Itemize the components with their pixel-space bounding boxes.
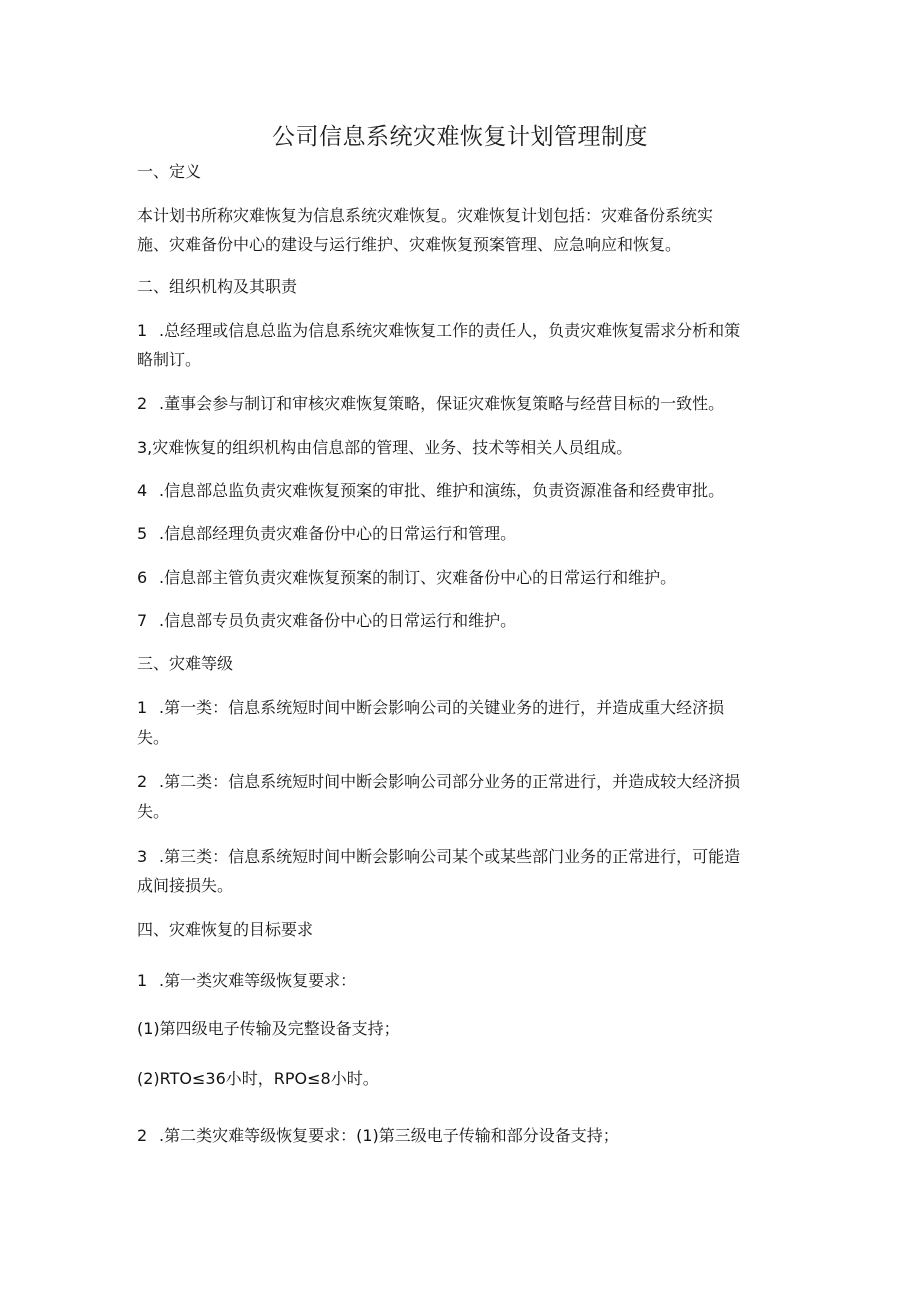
list-item-text: .第二类：信息系统短时间中断会影响公司部分业务的正常进行，并造成较大经济损 [159,772,741,791]
list-item [137,966,787,996]
list-item-text: .信息部主管负责灾难恢复预案的制订、灾难备份中心的日常运行和维护。 [159,568,677,587]
section-heading-disaster-levels: 三、灾难等级 [137,654,234,673]
sub-item: (2)RTO≤36小时，RPO≤8小时。 [137,1069,379,1088]
list-item: 3,灾难恢复的组织机构由信息部的管理、业务、技术等相关人员组成。 [137,438,633,457]
list-item-text: .信息部经理负责灾难备份中心的日常运行和管理。 [159,524,517,543]
list-item-number: 7 [137,611,148,630]
list-item-continuation: 失。 [137,728,170,747]
list-item [137,476,787,506]
list-item-number: 2 [137,394,148,413]
list-item-text: .信息部专员负责灾难备份中心的日常运行和维护。 [159,611,517,630]
list-item-continuation: 略制订。 [137,350,202,369]
list-item-text: .信息部总监负责灾难恢复预案的审批、维护和演练，负责资源准备和经费审批。 [159,481,725,500]
list-item-continuation: 成间接损失。 [137,876,234,895]
paragraph-line: 施、灾难备份中心的建设与运行维护、灾难恢复预案管理、应急响应和恢复。 [137,235,682,254]
list-item-number: 5 [137,524,148,543]
list-item-text: .总经理或信息总监为信息系统灾难恢复工作的责任人，负责灾难恢复需求分析和策 [159,321,741,340]
list-item-number: 1 [137,321,148,340]
list-item-text: .第三类：信息系统短时间中断会影响公司某个或某些部门业务的正常进行，可能造 [159,847,741,866]
paragraph-line: 本计划书所称灾难恢复为信息系统灾难恢复。灾难恢复计划包括：灾难备份系统实 [137,206,714,225]
list-item-number: 4 [137,481,148,500]
list-item-text: .第一类灾难等级恢复要求： [159,971,357,990]
section-heading-organization: 二、组织机构及其职责 [137,277,298,296]
list-item [137,316,787,346]
list-item [137,1121,787,1151]
list-item [137,519,787,549]
list-item [137,693,787,723]
section-heading-recovery-targets: 四、灾难恢复的目标要求 [137,920,314,939]
list-item [137,563,787,593]
list-item [137,606,787,636]
list-item [137,842,787,872]
list-item [137,389,787,419]
list-item [137,767,787,797]
list-item-number: 6 [137,568,148,587]
section-heading-definition: 一、定义 [137,162,202,181]
list-item-number: 3 [137,847,148,866]
list-item-text: .第一类：信息系统短时间中断会影响公司的关键业务的进行，并造成重大经济损 [159,698,725,717]
list-item-text: .董事会参与制订和审核灾难恢复策略，保证灾难恢复策略与经营目标的一致性。 [159,394,725,413]
document-title: 公司信息系统灾难恢复计划管理制度 [272,124,648,150]
list-item-number: 1 [137,698,148,717]
list-item-number: 2 [137,1126,148,1145]
list-item-text: .第二类灾难等级恢复要求：(1)第三级电子传输和部分设备支持； [159,1126,619,1145]
list-item-continuation: 失。 [137,802,170,821]
list-item-number: 1 [137,971,148,990]
sub-item: (1)第四级电子传输及完整设备支持； [137,1019,400,1038]
list-item-number: 2 [137,772,148,791]
